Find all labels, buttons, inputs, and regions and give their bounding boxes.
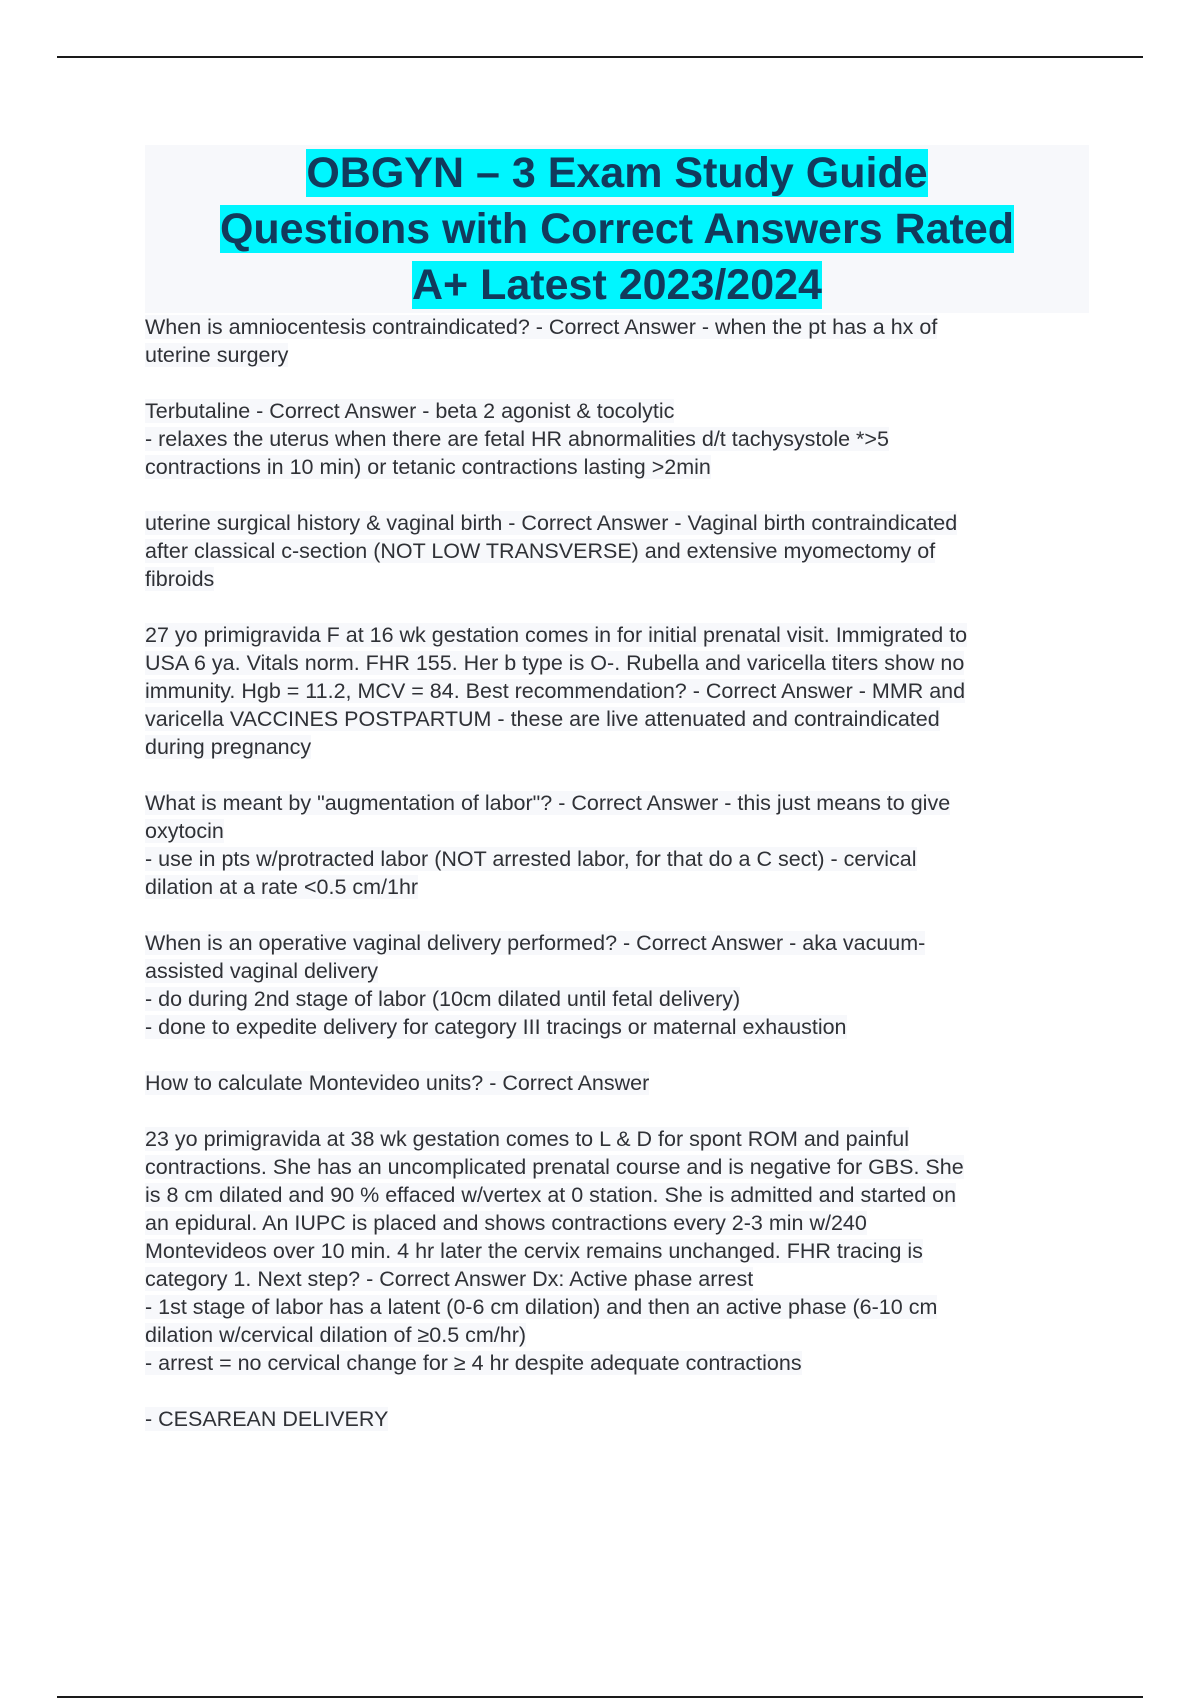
entry-line xyxy=(145,453,1089,481)
entry-line xyxy=(145,649,1089,677)
entry-line xyxy=(145,1349,1089,1377)
entry-line xyxy=(145,537,1089,565)
entry-line xyxy=(145,1181,1089,1209)
entry-line xyxy=(145,1293,1089,1321)
entry-line xyxy=(145,1013,1089,1041)
entry-line-text: dilation w/cervical dilation of ≥0.5 cm/hr) xyxy=(145,1323,527,1347)
qa-entry xyxy=(145,397,1089,481)
entry-line-text: oxytocin xyxy=(145,819,224,843)
qa-entry xyxy=(145,509,1089,593)
entry-line-text: How to calculate Montevideo units? - Correct Answer xyxy=(145,1071,650,1095)
entry-line xyxy=(145,565,1089,593)
entry-line-text: When is amniocentesis contraindicated? - Correct Answer - when the pt has a hx of xyxy=(145,315,938,339)
qa-entry xyxy=(145,1405,1089,1433)
entry-line xyxy=(145,1321,1089,1349)
entry-line-text: - 1st stage of labor has a latent (0-6 cm dilation) and then an active phase (6-10 cm xyxy=(145,1295,938,1319)
entry-line-text: an epidural. An IUPC is placed and shows contractions every 2-3 min w/240 xyxy=(145,1211,867,1235)
entry-line-text: What is meant by "augmentation of labor"? - Correct Answer - this just means to give xyxy=(145,791,951,815)
entry-line xyxy=(145,985,1089,1013)
title-line-1: OBGYN – 3 Exam Study Guide xyxy=(306,149,928,197)
entry-line xyxy=(145,845,1089,873)
entry-line-text: is 8 cm dilated and 90 % effaced w/vertex at 0 station. She is admitted and started on xyxy=(145,1183,957,1207)
entry-line xyxy=(145,705,1089,733)
entry-line xyxy=(145,397,1089,425)
entry-line-text: 27 yo primigravida F at 16 wk gestation comes in for initial prenatal visit. Immigrated to xyxy=(145,623,968,647)
entry-line xyxy=(145,1265,1089,1293)
entry-line xyxy=(145,677,1089,705)
entry-line-text: USA 6 ya. Vitals norm. FHR 155. Her b type is O-. Rubella and varicella titers show no xyxy=(145,651,965,675)
entry-line xyxy=(145,929,1089,957)
entry-line xyxy=(145,957,1089,985)
entry-line-text: - use in pts w/protracted labor (NOT arrested labor, for that do a C sect) - cervical xyxy=(145,847,917,871)
title-line-3: A+ Latest 2023/2024 xyxy=(412,261,822,309)
entry-line xyxy=(145,873,1089,901)
entry-line xyxy=(145,425,1089,453)
top-rule xyxy=(57,56,1143,58)
entry-line-text: immunity. Hgb = 11.2, MCV = 84. Best recommendation? - Correct Answer - MMR and xyxy=(145,679,966,703)
entry-line xyxy=(145,1125,1089,1153)
entry-line-text: fibroids xyxy=(145,567,215,591)
document-page xyxy=(145,145,1089,1461)
entry-line-text: category 1. Next step? - Correct Answer Dx: Active phase arrest xyxy=(145,1267,754,1291)
entry-line-text: Montevideos over 10 min. 4 hr later the cervix remains unchanged. FHR tracing is xyxy=(145,1239,923,1263)
entry-line xyxy=(145,1069,1089,1097)
entry-line-text: - do during 2nd stage of labor (10cm dilated until fetal delivery) xyxy=(145,987,741,1011)
entry-line-text: dilation at a rate <0.5 cm/1hr xyxy=(145,875,419,899)
qa-entry xyxy=(145,1069,1089,1097)
entry-line-text: after classical c-section (NOT LOW TRANSVERSE) and extensive myomectomy of xyxy=(145,539,936,563)
entry-line-text: Terbutaline - Correct Answer - beta 2 agonist & tocolytic xyxy=(145,399,675,423)
title-line-2: Questions with Correct Answers Rated xyxy=(219,205,1015,253)
qa-entry xyxy=(145,789,1089,901)
qa-entries xyxy=(145,313,1089,1433)
entry-line xyxy=(145,789,1089,817)
qa-entry xyxy=(145,621,1089,761)
document-title xyxy=(220,145,1014,313)
entry-line xyxy=(145,313,1089,341)
entry-line xyxy=(145,621,1089,649)
entry-line xyxy=(145,1209,1089,1237)
qa-entry xyxy=(145,313,1089,369)
qa-entry xyxy=(145,1125,1089,1377)
entry-line-text: during pregnancy xyxy=(145,735,312,759)
entry-line-text: uterine surgical history & vaginal birth - Correct Answer - Vaginal birth contraindicated xyxy=(145,511,958,535)
title-box xyxy=(145,145,1089,313)
entry-line-text: - arrest = no cervical change for ≥ 4 hr despite adequate contractions xyxy=(145,1351,802,1375)
entry-line-text: contractions. She has an uncomplicated prenatal course and is negative for GBS. She xyxy=(145,1155,964,1179)
qa-entry xyxy=(145,929,1089,1041)
entry-line xyxy=(145,341,1089,369)
entry-line xyxy=(145,1405,1089,1433)
entry-line xyxy=(145,509,1089,537)
entry-line-text: assisted vaginal delivery xyxy=(145,959,379,983)
entry-line-text: - relaxes the uterus when there are fetal HR abnormalities d/t tachysystole *>5 xyxy=(145,427,889,451)
entry-line-text: - CESAREAN DELIVERY xyxy=(145,1407,389,1431)
entry-line xyxy=(145,1153,1089,1181)
entry-line xyxy=(145,817,1089,845)
entry-line xyxy=(145,733,1089,761)
entry-line-text: uterine surgery xyxy=(145,343,289,367)
entry-line-text: varicella VACCINES POSTPARTUM - these are live attenuated and contraindicated xyxy=(145,707,940,731)
entry-line-text: 23 yo primigravida at 38 wk gestation comes to L & D for spont ROM and painful xyxy=(145,1127,910,1151)
entry-line xyxy=(145,1237,1089,1265)
entry-line-text: - done to expedite delivery for category III tracings or maternal exhaustion xyxy=(145,1015,847,1039)
entry-line-text: When is an operative vaginal delivery performed? - Correct Answer - aka vacuum- xyxy=(145,931,926,955)
entry-line-text: contractions in 10 min) or tetanic contractions lasting >2min xyxy=(145,455,711,479)
bottom-rule xyxy=(57,1696,1143,1698)
